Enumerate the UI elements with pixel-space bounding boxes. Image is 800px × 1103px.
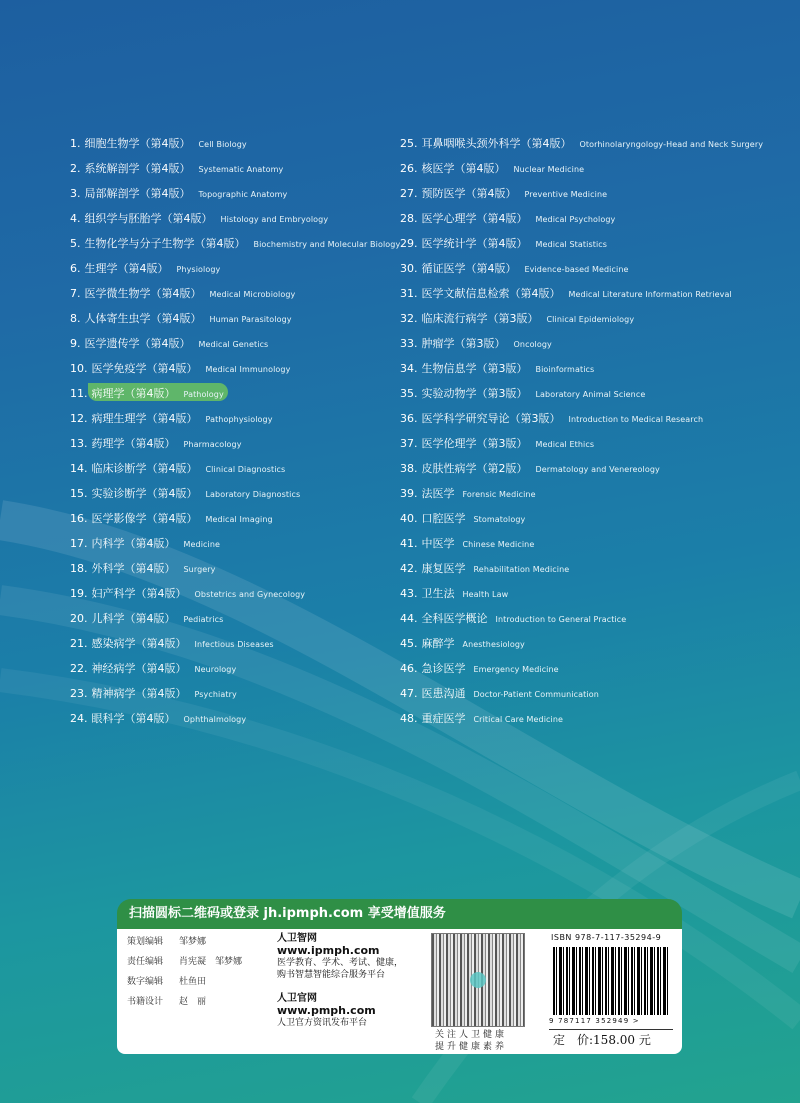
item-number: 7. <box>70 287 81 300</box>
item-title-cn: 病理学（第4版） <box>91 387 176 400</box>
item-title-en: Medical Statistics <box>535 240 608 249</box>
item-title-cn: 法医学 <box>421 487 455 500</box>
item-title-en: Dermatology and Venereology <box>535 465 660 474</box>
book-list-item <box>400 208 763 233</box>
item-number: 15. <box>70 487 88 500</box>
item-number: 22. <box>70 662 88 675</box>
item-title-en: Ophthalmology <box>183 715 247 724</box>
book-list-item <box>400 283 763 308</box>
book-list-item <box>400 608 763 633</box>
item-title-en: Medical Genetics <box>198 340 269 349</box>
item-number: 19. <box>70 587 88 600</box>
item-title-cn: 儿科学（第4版） <box>91 612 176 625</box>
editor-role: 策划编辑 <box>127 937 164 947</box>
book-list-item <box>400 658 763 683</box>
item-title-en: Emergency Medicine <box>473 665 559 674</box>
item-title-cn: 医学科学研究导论（第3版） <box>421 412 561 425</box>
item-number: 31. <box>400 287 418 300</box>
item-title-en: Introduction to General Practice <box>495 615 627 624</box>
barcode-number: 9 787117 352949 > <box>549 1017 640 1025</box>
item-number: 26. <box>400 162 418 175</box>
book-list-item <box>70 208 400 233</box>
item-title-en: Medical Psychology <box>535 215 616 224</box>
book-list-item <box>400 583 763 608</box>
item-title-cn: 循证医学（第4版） <box>421 262 517 275</box>
book-list-item <box>400 683 763 708</box>
item-title-cn: 耳鼻咽喉头颈外科学（第4版） <box>421 137 572 150</box>
item-title-cn: 医学统计学（第4版） <box>421 237 528 250</box>
item-title-cn: 临床流行病学（第3版） <box>421 312 539 325</box>
book-list-right <box>400 133 763 733</box>
item-title-cn: 生物化学与分子生物学（第4版） <box>84 237 246 250</box>
platform-desc: 医学教育、学术、考试、健康， <box>277 958 404 968</box>
item-title-cn: 医学心理学（第4版） <box>421 212 528 225</box>
platform-url[interactable]: www.pmph.com <box>277 1004 376 1017</box>
item-number: 16. <box>70 512 88 525</box>
item-title-cn: 口腔医学 <box>421 512 466 525</box>
qr-caption: 提升健康素养 <box>435 1042 508 1052</box>
item-number: 13. <box>70 437 88 450</box>
qr-code[interactable] <box>431 933 525 1027</box>
item-title-en: Surgery <box>183 565 216 574</box>
editor-names: 肖宪凝 邹梦娜 <box>179 957 243 967</box>
item-number: 2. <box>70 162 81 175</box>
item-title-cn: 全科医学概论 <box>421 612 488 625</box>
book-list-item <box>70 233 400 258</box>
item-number: 27. <box>400 187 418 200</box>
item-number: 5. <box>70 237 81 250</box>
editor-role: 书籍设计 <box>127 997 164 1007</box>
item-number: 38. <box>400 462 418 475</box>
book-list-item <box>70 258 400 283</box>
item-title-cn: 内科学（第4版） <box>91 537 176 550</box>
item-number: 33. <box>400 337 418 350</box>
item-title-en: Systematic Anatomy <box>198 165 284 174</box>
item-title-cn: 医学遗传学（第4版） <box>84 337 191 350</box>
barcode <box>553 947 669 1015</box>
platform-desc: 购书智慧智能综合服务平台 <box>277 970 386 980</box>
item-title-en: Preventive Medicine <box>524 190 608 199</box>
book-list-left <box>70 133 400 733</box>
item-title-cn: 医学免疫学（第4版） <box>91 362 198 375</box>
item-title-en: Neurology <box>194 665 237 674</box>
book-list-item <box>400 383 763 408</box>
book-list-item <box>400 158 763 183</box>
editor-row <box>127 995 242 1015</box>
item-number: 39. <box>400 487 418 500</box>
item-title-en: Evidence-based Medicine <box>524 265 629 274</box>
item-title-en: Clinical Diagnostics <box>205 465 286 474</box>
book-list-item <box>400 233 763 258</box>
item-title-en: Biochemistry and Molecular Biology <box>253 240 401 249</box>
item-title-en: Doctor-Patient Communication <box>473 690 599 699</box>
platform-url[interactable]: www.ipmph.com <box>277 944 380 957</box>
book-list-item <box>70 433 400 458</box>
item-title-cn: 康复医学 <box>421 562 466 575</box>
item-title-en: Laboratory Diagnostics <box>205 490 301 499</box>
item-title-en: Critical Care Medicine <box>473 715 564 724</box>
item-title-en: Bioinformatics <box>535 365 595 374</box>
book-list-item <box>70 508 400 533</box>
item-title-en: Infectious Diseases <box>194 640 274 649</box>
item-title-en: Health Law <box>462 590 509 599</box>
book-list-item <box>70 558 400 583</box>
item-title-en: Pathology <box>183 390 224 399</box>
book-list-item <box>70 583 400 608</box>
item-title-cn: 中医学 <box>421 537 455 550</box>
item-title-cn: 妇产科学（第4版） <box>91 587 187 600</box>
item-number: 23. <box>70 687 88 700</box>
editor-row <box>127 975 242 995</box>
info-panel <box>117 929 682 1054</box>
item-title-cn: 医学伦理学（第3版） <box>421 437 528 450</box>
book-list-item <box>70 458 400 483</box>
platform-ipmph <box>277 933 403 981</box>
book-list-item <box>400 558 763 583</box>
book-list-item <box>400 633 763 658</box>
item-title-cn: 医学微生物学（第4版） <box>84 287 202 300</box>
book-list-item <box>400 133 763 158</box>
book-list-item <box>400 483 763 508</box>
item-title-cn: 核医学（第4版） <box>421 162 506 175</box>
item-title-cn: 细胞生物学（第4版） <box>84 137 191 150</box>
item-number: 25. <box>400 137 418 150</box>
book-list-item <box>400 183 763 208</box>
book-list-item <box>70 608 400 633</box>
item-number: 9. <box>70 337 81 350</box>
item-number: 47. <box>400 687 418 700</box>
item-title-en: Cell Biology <box>198 140 247 149</box>
item-title-cn: 药理学（第4版） <box>91 437 176 450</box>
book-list-item <box>70 133 400 158</box>
book-list-item <box>400 308 763 333</box>
book-list-item <box>400 333 763 358</box>
item-number: 44. <box>400 612 418 625</box>
item-title-cn: 实验动物学（第3版） <box>421 387 528 400</box>
item-number: 45. <box>400 637 418 650</box>
item-number: 14. <box>70 462 88 475</box>
book-list-item <box>400 258 763 283</box>
item-title-cn: 外科学（第4版） <box>91 562 176 575</box>
item-number: 42. <box>400 562 418 575</box>
editor-credits <box>127 935 242 1015</box>
book-list-item <box>70 183 400 208</box>
item-title-en: Medical Immunology <box>205 365 291 374</box>
platform-title: 人卫智网 <box>277 933 317 944</box>
editor-names: 杜鱼田 <box>179 977 207 987</box>
item-number: 24. <box>70 712 88 725</box>
item-title-en: Physiology <box>176 265 221 274</box>
book-list-item <box>400 358 763 383</box>
item-title-en: Psychiatry <box>194 690 237 699</box>
item-number: 37. <box>400 437 418 450</box>
editor-names: 邹梦娜 <box>179 937 207 947</box>
book-list-item <box>70 533 400 558</box>
item-number: 12. <box>70 412 88 425</box>
item-number: 40. <box>400 512 418 525</box>
price: 定 价:158.00 元 <box>549 1029 673 1049</box>
item-title-en: Laboratory Animal Science <box>535 390 646 399</box>
item-number: 8. <box>70 312 81 325</box>
item-title-cn: 组织学与胚胎学（第4版） <box>84 212 213 225</box>
item-title-en: Nuclear Medicine <box>513 165 585 174</box>
item-number: 6. <box>70 262 81 275</box>
platform-desc: 人卫官方资讯发布平台 <box>277 1018 368 1028</box>
book-list-item <box>70 408 400 433</box>
item-title-cn: 急诊医学 <box>421 662 466 675</box>
item-title-en: Pediatrics <box>183 615 224 624</box>
item-title-cn: 病理生理学（第4版） <box>91 412 198 425</box>
item-title-en: Anesthesiology <box>462 640 525 649</box>
book-list-item <box>70 633 400 658</box>
platform-pmph <box>277 993 376 1029</box>
item-title-cn: 眼科学（第4版） <box>91 712 176 725</box>
item-title-cn: 系统解剖学（第4版） <box>84 162 191 175</box>
book-list-item <box>70 383 400 408</box>
item-title-cn: 医学文献信息检索（第4版） <box>421 287 561 300</box>
book-list-item <box>400 458 763 483</box>
editor-role: 数字编辑 <box>127 977 164 987</box>
item-title-cn: 卫生法 <box>421 587 455 600</box>
book-list-item <box>400 508 763 533</box>
item-number: 4. <box>70 212 81 225</box>
item-number: 3. <box>70 187 81 200</box>
item-number: 32. <box>400 312 418 325</box>
book-list-item <box>70 683 400 708</box>
item-title-en: Obstetrics and Gynecology <box>194 590 306 599</box>
item-number: 48. <box>400 712 418 725</box>
item-title-en: Pharmacology <box>183 440 242 449</box>
item-title-en: Rehabilitation Medicine <box>473 565 570 574</box>
item-title-cn: 医学影像学（第4版） <box>91 512 198 525</box>
platform-title: 人卫官网 <box>277 993 317 1004</box>
book-list-item <box>400 408 763 433</box>
item-number: 30. <box>400 262 418 275</box>
item-number: 21. <box>70 637 88 650</box>
item-title-en: Otorhinolaryngology-Head and Neck Surgery <box>579 140 764 149</box>
item-number: 34. <box>400 362 418 375</box>
item-title-cn: 生物信息学（第3版） <box>421 362 528 375</box>
book-list-item <box>400 533 763 558</box>
item-title-en: Pathophysiology <box>205 415 273 424</box>
book-list-item <box>70 708 400 733</box>
item-title-en: Human Parasitology <box>209 315 292 324</box>
item-title-en: Oncology <box>513 340 552 349</box>
book-list-item <box>70 283 400 308</box>
editor-row <box>127 955 242 975</box>
item-title-cn: 临床诊断学（第4版） <box>91 462 198 475</box>
item-title-cn: 预防医学（第4版） <box>421 187 517 200</box>
item-title-cn: 精神病学（第4版） <box>91 687 187 700</box>
book-list-item <box>400 708 763 733</box>
book-list-item <box>70 658 400 683</box>
item-title-en: Medical Literature Information Retrieval <box>568 290 732 299</box>
item-title-en: Medical Imaging <box>205 515 273 524</box>
value-added-banner: 扫描圆标二维码或登录 jh.ipmph.com 享受增值服务 <box>117 899 682 929</box>
item-title-cn: 肿瘤学（第3版） <box>421 337 506 350</box>
editor-names: 赵 丽 <box>179 997 207 1007</box>
item-title-en: Medical Ethics <box>535 440 595 449</box>
item-number: 10. <box>70 362 88 375</box>
item-number: 41. <box>400 537 418 550</box>
item-title-en: Medicine <box>183 540 221 549</box>
item-title-cn: 麻醉学 <box>421 637 455 650</box>
book-list-item <box>70 333 400 358</box>
book-list-item <box>70 358 400 383</box>
item-number: 29. <box>400 237 418 250</box>
item-title-en: Topographic Anatomy <box>198 190 288 199</box>
item-title-cn: 医患沟通 <box>421 687 466 700</box>
item-number: 46. <box>400 662 418 675</box>
book-list-item <box>70 308 400 333</box>
isbn: ISBN 978-7-117-35294-9 <box>551 933 662 942</box>
item-title-cn: 生理学（第4版） <box>84 262 169 275</box>
book-list-item <box>70 158 400 183</box>
book-list-item <box>400 433 763 458</box>
item-title-en: Forensic Medicine <box>462 490 536 499</box>
item-number: 1. <box>70 137 81 150</box>
book-list-item <box>70 483 400 508</box>
item-title-cn: 人体寄生虫学（第4版） <box>84 312 202 325</box>
item-title-en: Chinese Medicine <box>462 540 535 549</box>
item-number: 36. <box>400 412 418 425</box>
item-title-cn: 神经病学（第4版） <box>91 662 187 675</box>
item-title-en: Clinical Epidemiology <box>546 315 635 324</box>
item-number: 11. <box>70 387 88 400</box>
item-title-cn: 实验诊断学（第4版） <box>91 487 198 500</box>
editor-role: 责任编辑 <box>127 957 164 967</box>
item-number: 43. <box>400 587 418 600</box>
item-title-en: Histology and Embryology <box>220 215 329 224</box>
item-number: 35. <box>400 387 418 400</box>
item-number: 28. <box>400 212 418 225</box>
item-title-cn: 局部解剖学（第4版） <box>84 187 191 200</box>
item-title-cn: 感染病学（第4版） <box>91 637 187 650</box>
item-number: 18. <box>70 562 88 575</box>
item-title-cn: 重症医学 <box>421 712 466 725</box>
qr-caption: 关注人卫健康 <box>435 1030 508 1040</box>
item-title-en: Stomatology <box>473 515 526 524</box>
item-number: 20. <box>70 612 88 625</box>
editor-row <box>127 935 242 955</box>
item-title-cn: 皮肤性病学（第2版） <box>421 462 528 475</box>
item-number: 17. <box>70 537 88 550</box>
item-title-en: Medical Microbiology <box>209 290 296 299</box>
item-title-en: Introduction to Medical Research <box>568 415 704 424</box>
